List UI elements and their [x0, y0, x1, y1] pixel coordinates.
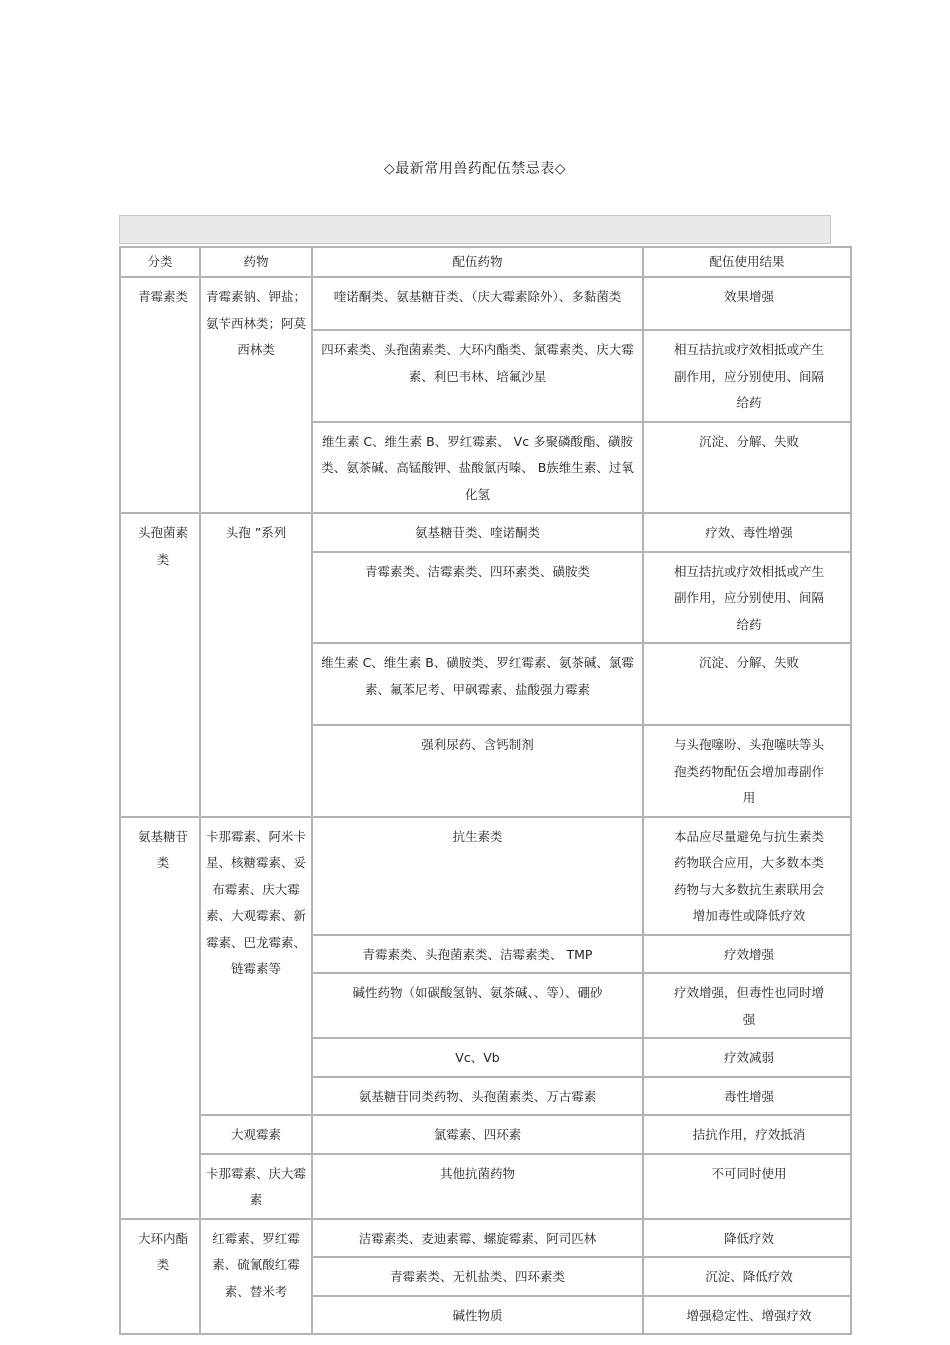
table-row [120, 277, 851, 330]
result-cell: 拮抗作用，疗效抵消 [643, 1115, 851, 1154]
combination-cell: 氨基糖苷同类药物、头孢菌素类、万古霉素 [312, 1077, 643, 1116]
category-cell: 头孢菌素类 [120, 513, 200, 817]
drug-cell: 青霉素钠、钾盐；氨苄西林类；阿莫西林类 [200, 277, 312, 513]
result-cell: 相互拮抗或疗效相抵或产生副作用，应分别使用、间隔给药 [643, 552, 851, 644]
combination-cell: 氯霉素、四环素 [312, 1115, 643, 1154]
combination-cell: 维生素 C、维生素 B、罗红霉素、 Vc 多聚磷酸酯、磺胺类、氨茶碱、高锰酸钾、盐酸氯丙嗪、 B族维生素、过氧化氢 [312, 422, 643, 514]
result-cell: 疗效增强，但毒性也同时增强 [643, 973, 851, 1038]
result-cell: 毒性增强 [643, 1077, 851, 1116]
combination-cell: 氨基糖苷类、喹诺酮类 [312, 513, 643, 552]
result-cell: 疗效、毒性增强 [643, 513, 851, 552]
header-category: 分类 [120, 247, 200, 277]
header-drug: 药物 [200, 247, 312, 277]
combination-cell: 青霉素类、无机盐类、四环素类 [312, 1257, 643, 1296]
header-combination: 配伍药物 [312, 247, 643, 277]
combination-cell: 青霉素类、头孢菌素类、洁霉素类、 TMP [312, 935, 643, 974]
drug-cell: 大观霉素 [200, 1115, 312, 1154]
result-cell: 不可同时使用 [643, 1154, 851, 1219]
category-cell: 青霉素类 [120, 277, 200, 513]
drug-cell: 头孢 ”系列 [200, 513, 312, 817]
table-row [120, 1219, 851, 1258]
combination-cell: 喹诺酮类、氨基糖苷类、（庆大霉素除外）、多黏菌类 [312, 277, 643, 330]
table-row [120, 1115, 851, 1154]
combination-cell: 碱性药物（如碳酸氢钠、氨茶碱、、等）、硼砂 [312, 973, 643, 1038]
compatibility-table [119, 246, 852, 1335]
combination-cell: 抗生素类 [312, 817, 643, 935]
drug-cell: 卡那霉素、庆大霉素 [200, 1154, 312, 1219]
result-cell: 与头孢噻吩、头孢噻呋等头孢类药物配伍会增加毒副作用 [643, 725, 851, 817]
combination-cell: 其他抗菌药物 [312, 1154, 643, 1219]
result-cell: 疗效增强 [643, 935, 851, 974]
header-row [120, 247, 851, 277]
result-cell: 疗效减弱 [643, 1038, 851, 1077]
result-cell: 降低疗效 [643, 1219, 851, 1258]
combination-cell: Vc、Vb [312, 1038, 643, 1077]
table-row [120, 817, 851, 935]
result-cell: 沉淀、分解、失败 [643, 643, 851, 725]
page-title: ◇最新常用兽药配伍禁忌表◇ [383, 161, 567, 177]
combination-cell: 洁霉素类、麦迪素霉、螺旋霉素、阿司匹林 [312, 1219, 643, 1258]
result-cell: 沉淀、降低疗效 [643, 1257, 851, 1296]
result-cell: 沉淀、分解、失败 [643, 422, 851, 514]
combination-cell: 四环素类、头孢菌素类、大环内酯类、氯霉素类、庆大霉素、利巴韦林、培氟沙星 [312, 330, 643, 422]
table-row [120, 1154, 851, 1219]
drug-cell: 卡那霉素、阿米卡星、核糖霉素、妥布霉素、庆大霉素、大观霉素、新霉素、巴龙霉素、链霉素等 [200, 817, 312, 1116]
result-cell: 本品应尽量避免与抗生素类药物联合应用，大多数本类药物与大多数抗生素联用会增加毒性或降低疗效 [643, 817, 851, 935]
table-row [120, 513, 851, 552]
result-cell: 效果增强 [643, 277, 851, 330]
combination-cell: 强利尿药、含钙制剂 [312, 725, 643, 817]
result-cell: 相互拮抗或疗效相抵或产生副作用，应分别使用、间隔给药 [643, 330, 851, 422]
drug-cell: 红霉素、罗红霉素、硫氰酸红霉素、替米考 [200, 1219, 312, 1335]
category-cell: 大环内酯类 [120, 1219, 200, 1335]
category-cell: 氨基糖苷类 [120, 817, 200, 1219]
header-result: 配伍使用结果 [643, 247, 851, 277]
combination-cell: 碱性物质 [312, 1296, 643, 1335]
table-caption-bar [119, 215, 831, 244]
result-cell: 增强稳定性、增强疗效 [643, 1296, 851, 1335]
combination-cell: 维生素 C、维生素 B、磺胺类、罗红霉素、氨茶碱、氯霉素、氟苯尼考、甲砜霉素、盐酸强力霉素 [312, 643, 643, 725]
combination-cell: 青霉素类、洁霉素类、四环素类、磺胺类 [312, 552, 643, 644]
